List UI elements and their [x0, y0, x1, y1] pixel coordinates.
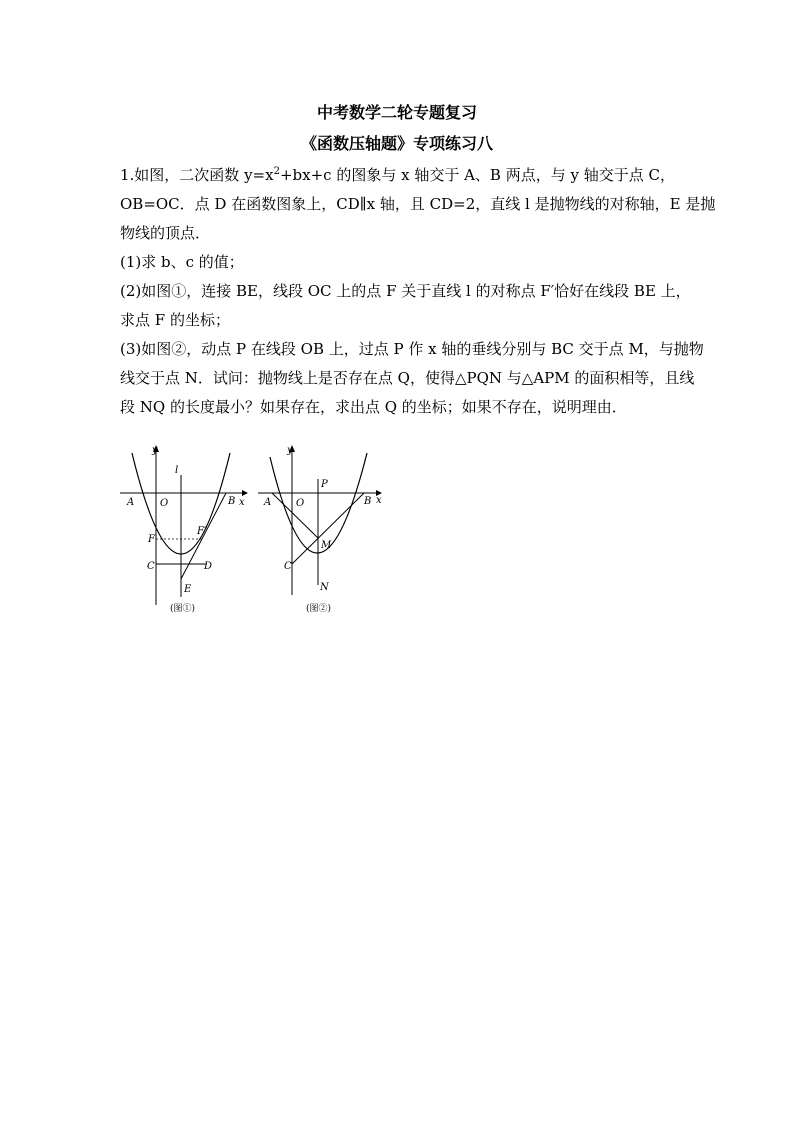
label-m: M	[321, 540, 332, 551]
x-axis-arrow	[242, 490, 248, 496]
page-title: 中考数学二轮专题复习	[316, 103, 477, 122]
label-p: P	[321, 479, 328, 490]
label-n: N	[320, 582, 329, 593]
label-a: A	[127, 497, 135, 508]
label-b: B	[228, 496, 236, 507]
label-f: F	[148, 534, 155, 545]
label-a: A	[264, 497, 272, 508]
label-l: l	[175, 465, 179, 476]
label-o: O	[160, 498, 169, 509]
label-d: D	[204, 561, 213, 572]
label-f-prime: F′	[197, 526, 207, 537]
label-e: E	[184, 584, 192, 595]
problem-text	[120, 161, 716, 422]
figure-2	[256, 445, 388, 620]
label-c: C	[284, 561, 292, 572]
question-3-line-1: (3)如图②，动点 P 在线段 OB 上，过点 P 作 x 轴的垂线分别与 BC 交于点 M，与抛物	[120, 340, 704, 358]
label-y: y	[152, 445, 158, 456]
label-b: B	[364, 496, 372, 507]
label-o: O	[296, 498, 305, 509]
figure-2-caption: (图②)	[306, 604, 332, 614]
question-1: (1)求 b、c 的值；	[120, 253, 244, 271]
problem-line-3: 物线的顶点．	[120, 224, 211, 242]
label-x: x	[239, 497, 245, 508]
problem-line-2: OB=OC．点 D 在函数图象上，CD∥x 轴，且 CD=2，直线 l 是抛物线的对称轴，E 是抛	[120, 195, 716, 213]
problem-line-1: 1.如图，二次函数 $y=x^2+bx+c$ 的图象与 x 轴交于 A、B 两点，与 y 轴交于点 C，	[120, 166, 675, 184]
figure-1-caption: (图①)	[170, 604, 196, 614]
page-subtitle: 《函数压轴题》专项练习八	[300, 134, 493, 153]
question-2-line-2: 求点 F 的坐标；	[120, 311, 230, 329]
question-3-line-2: 线交于点 N．试问：抛物线上是否存在点 Q，使得△PQN 与△APM 的面积相等，且线	[120, 369, 695, 387]
question-2-line-1: (2)如图①，连接 BE，线段 OC 上的点 F 关于直线 l 的对称点 F′恰好在线段 BE 上，	[120, 282, 691, 300]
label-x: x	[376, 495, 382, 506]
label-c: C	[147, 561, 155, 572]
question-3-line-3: 段 NQ 的长度最小？如果存在，求出点 Q 的坐标；如果不存在，说明理由．	[120, 398, 627, 416]
figure-1	[118, 445, 248, 620]
label-y: y	[287, 445, 293, 456]
